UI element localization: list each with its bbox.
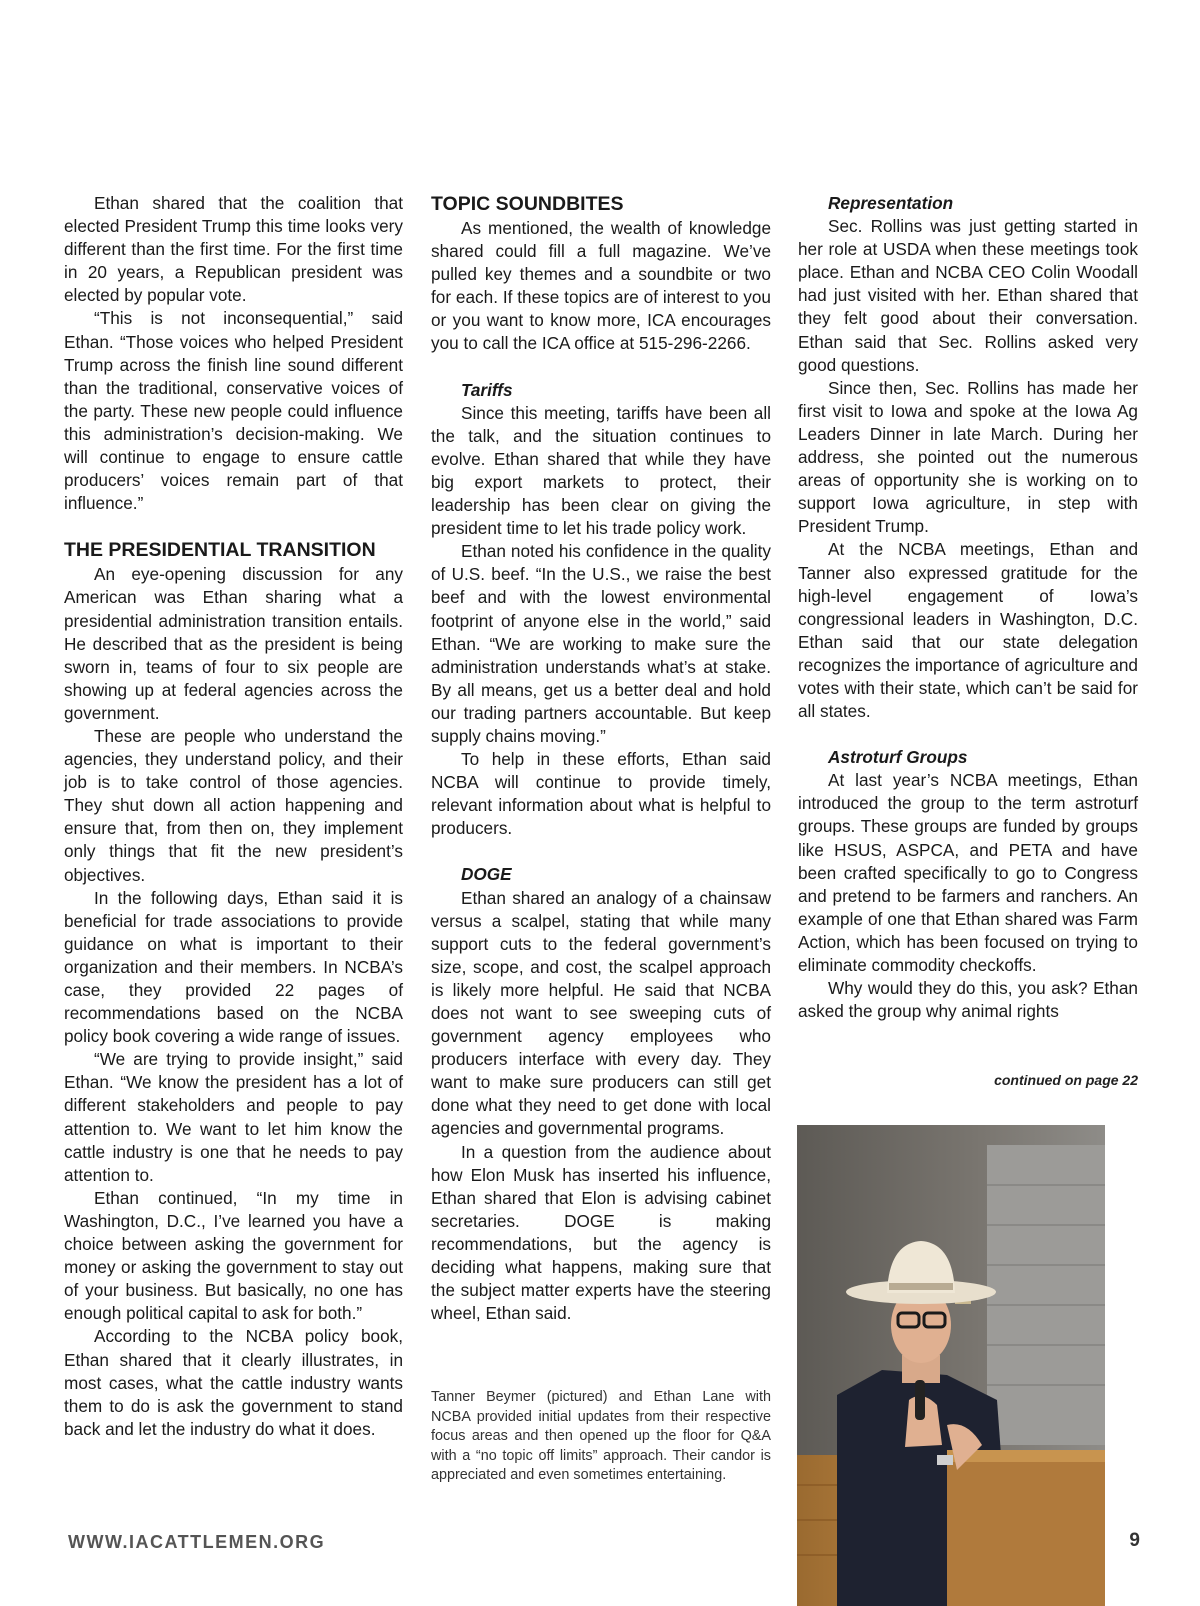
spacer — [431, 356, 771, 379]
section-heading-topic-soundbites: TOPIC SOUNDBITES — [431, 193, 624, 215]
paragraph: Sec. Rollins was just getting started in her role at USDA when these meetings took place. Ethan and NCBA CEO Colin Woodall had just visited with her. Ethan shared that they felt good about their conversation. Ethan said that Sec. Rollins asked very good questions. — [798, 216, 1138, 375]
continued-note: continued on page 22 — [994, 1072, 1138, 1088]
paragraph: These are people who understand the agencies, they understand policy, and their job is to take control of those agencies. They shut down all action happening and ensure that, from then on, they implement only things that fit the new president’s objectives. — [64, 725, 403, 885]
paragraph: To help in these efforts, Ethan said NCBA will continue to provide timely, relevant information about what is helpful to producers. — [431, 749, 771, 839]
page-number: 9 — [1129, 1530, 1140, 1551]
paragraph: Ethan noted his confidence in the quality of U.S. beef. “In the U.S., we raise the best beef and with the lowest environmental footprint of anyone else in the world,” said Ethan. “We are working to make sure the administration understands what’s at stake. By all means, get us a better deal and hold our trading partners accountable. But keep supply chains moving.” — [431, 541, 771, 746]
paragraph: As mentioned, the wealth of knowledge shared could fill a full magazine. We’ve pulled key themes and a soundbite or two for each. If these topics are of interest to you or you want to know more, ICA encourages you to call the ICA office at 515-296-2266. — [431, 218, 771, 354]
paragraph: “We are trying to provide insight,” said Ethan. “We know the president has a lot of different stakeholders and people to pay attention to. We want to let him know the cattle industry is one that he needs to pay attention to. — [64, 1049, 403, 1185]
paragraph: Ethan shared that the coalition that elected President Trump this time looks very different than the first time. For the first time in 20 years, a Republican president was elected by popular vote. — [64, 193, 403, 306]
speaker-photo-illustration — [797, 1125, 1105, 1606]
paragraph: Why would they do this, you ask? Ethan asked the group why animal rights — [798, 978, 1138, 1022]
section-heading-transition: THE PRESIDENTIAL TRANSITION — [64, 539, 376, 562]
column-left — [64, 192, 403, 1441]
subheading-representation: Representation — [828, 193, 954, 213]
spacer — [798, 723, 1138, 746]
column-middle — [431, 192, 771, 1325]
paragraph: In a question from the audience about how Elon Musk has inserted his influence, Ethan shared that Elon is advising cabinet secretaries. DOGE is making recommendations, but the agency is deciding what happens, making sure that the subject matter experts have the steering wheel, Ethan said. — [431, 1141, 771, 1324]
footer-url: WWW.IACATTLEMEN.ORG — [68, 1532, 326, 1552]
spacer — [431, 840, 771, 863]
paragraph: According to the NCBA policy book, Ethan shared that it clearly illustrates, in most cases, what the cattle industry wants them to do is ask the government to stand back and let the industry do what it does. — [64, 1326, 403, 1439]
paragraph: An eye-opening discussion for any American was Ethan sharing what a presidential administration transition entails. He described that as the president is being sworn in, teams of four to six people are showing up at federal agencies across the government. — [64, 564, 403, 723]
paragraph: Ethan shared an analogy of a chainsaw versus a scalpel, stating that while many support cuts to the federal government’s size, scope, and cost, the scalpel approach is likely more helpful. He said that NCBA does not want to see sweeping cuts of government agency employees who producers interface with every day. They want to make sure producers can still get done what they need to get done with local agencies and governmental programs. — [431, 887, 771, 1139]
subheading-tariffs: Tariffs — [461, 379, 513, 400]
speaker-photo — [797, 1125, 1105, 1606]
paragraph: Since this meeting, tariffs have been all the talk, and the situation continues to evolve. Ethan shared that while they have big export markets to protect, their leadership has been clear on giving the president time to let his trade policy work. — [431, 402, 771, 539]
subheading-astroturf: Astroturf Groups — [828, 747, 968, 768]
paragraph: At the NCBA meetings, Ethan and Tanner also expressed gratitude for the high-level engagement of Iowa’s congressional leaders in Washington, D.C. Ethan said that our state delegation recognizes the importance of agriculture and votes with their state, which can’t be said for all states. — [798, 539, 1138, 722]
photo-caption: Tanner Beymer (pictured) and Ethan Lane with NCBA provided initial updates from their respective focus areas and then opened up the floor for Q&A with a “no topic off limits” approach. Their candor is appreciated and even sometimes entertaining. — [431, 1389, 771, 1484]
paragraph: At last year’s NCBA meetings, Ethan introduced the group to the term astroturf groups. These groups are funded by groups like HSUS, ASPCA, and PETA and have been crafted specifically to go to Congress and pretend to be farmers and ranchers. An example of one that Ethan shared was Farm Action, which has been focused on trying to eliminate commodity checkoffs. — [798, 770, 1138, 975]
paragraph: Ethan continued, “In my time in Washington, D.C., I’ve learned you have a choice between asking the government for money or asking the government to stay out of your business. But basically, no one has enough political capital to ask for both.” — [64, 1187, 403, 1324]
paragraph: “This is not inconsequential,” said Ethan. “Those voices who helped President Trump across the finish line sound different than the traditional, conservative voices of the party. These new people could influence this administration’s decision-making. We will continue to engage to ensure cattle producers’ voices remain part of that influence.” — [64, 308, 403, 514]
paragraph: In the following days, Ethan said it is beneficial for trade associations to provide guidance on what is important to their organization and their members. In NCBA’s case, they provided 22 pages of recommendations based on the NCBA policy book covering a wide range of issues. — [64, 887, 403, 1047]
column-right — [798, 192, 1138, 1023]
subheading-doge: DOGE — [461, 864, 512, 885]
paragraph: Since then, Sec. Rollins has made her first visit to Iowa and spoke at the Iowa Ag Leaders Dinner in late March. During her address, she pointed out the numerous areas of opportunity she is working on to support Iowa agriculture, in step with President Trump. — [798, 377, 1138, 537]
spacer — [64, 515, 403, 538]
